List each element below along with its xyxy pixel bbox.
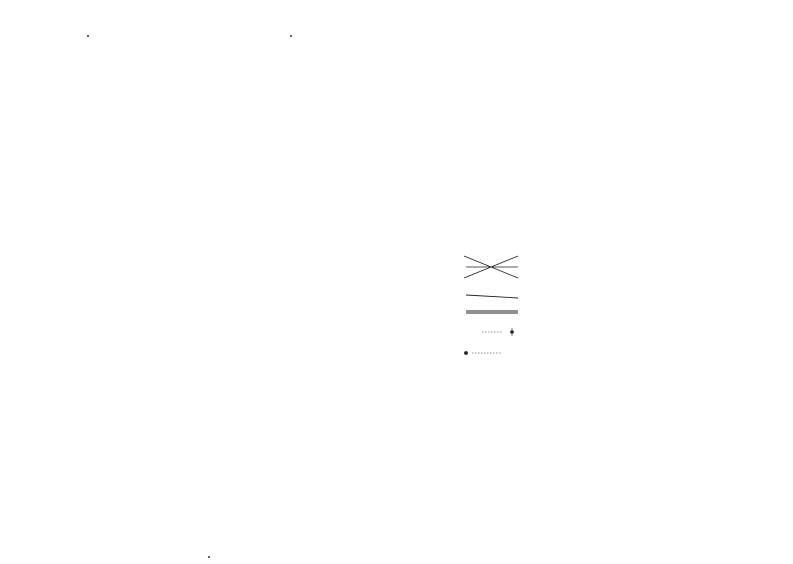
legend-symbols [462, 252, 522, 432]
inferior-arrow-icon [464, 351, 502, 354]
notes-list [84, 120, 346, 200]
right-page [465, 125, 720, 128]
replaced-line-icon [466, 295, 518, 298]
left-page [76, 112, 346, 200]
scan-speck [208, 556, 210, 558]
superior-arrow-icon [482, 328, 514, 336]
error-line-icon [466, 311, 518, 313]
scan-speck [290, 35, 292, 37]
scan-speck [87, 35, 89, 37]
cross-symbol-icon [464, 256, 518, 278]
